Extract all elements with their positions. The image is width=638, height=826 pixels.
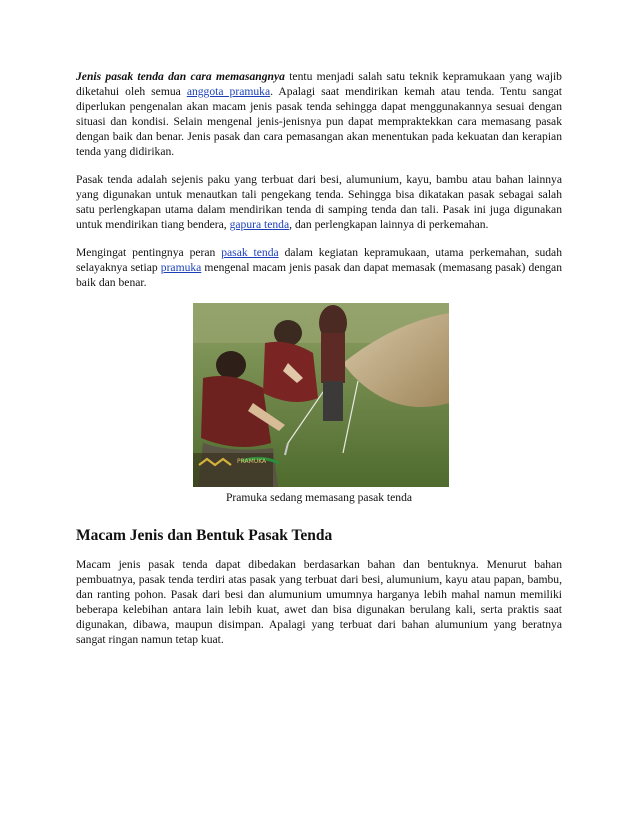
photo-watermark: PRAMUKA — [237, 458, 267, 465]
intro-text-2: . Apalagi saat mendirikan kemah atau tenda. Tentu sangat diperlukan pengenalan akan macam jenis pasak tenda sehingga dapat menggunakannya sesuai dengan situasi dan kondisi. Selain mengenal jenis-jenisnya pun dapat mempraktekkan cara memasang pasak dengan baik dan benar. Jenis pasak dan cara pemasangan akan menentukan pada kekuatan dan kerapian tenda yang didirikan. — [76, 85, 562, 158]
link-pramuka[interactable]: pramuka — [160, 261, 202, 274]
definition-text-1: Pasak tenda adalah sejenis paku yang terbuat dari besi, alumunium, kayu, bambu atau bahan lainnya yang digunakan untuk menautkan tali pengekang tenda. Sehingga bisa dikatakan pasak sebagai salah satu perlengkapan utama dalam mendirikan tenda di samping tenda dan tali. Pasak ini juga digunakan untuk mendirikan tiang bendera, — [76, 173, 562, 231]
section-paragraph: Macam jenis pasak tenda dapat dibedakan berdasarkan bahan dan bentuknya. Menurut bahan pembuatnya, pasak tenda terdiri atas pasak yang terbuat dari besi, alumunium, kayu atau papan, bambu, dan ranting pohon. Pasak dari besi dan alumunium umumnya harganya lebih mahal namun memiliki beberapa kelebihan antara lain lebih kuat, awet dan bisa digunakan berulang kali, serta praktis saat digunakan, dibawa, maupun disimpan. Apalagi yang terbuat dari bahan alumunium yang beratnya sangat ringan namun tetap kuat. — [76, 558, 562, 646]
importance-paragraph — [76, 245, 562, 290]
definition-text-2: , dan perlengkapan lainnya di perkemahan. — [289, 218, 489, 231]
figure-caption: Pramuka sedang memasang pasak tenda — [225, 491, 413, 504]
figure — [76, 303, 562, 505]
intro-lead-text: Jenis pasak tenda dan cara memasangnya — [76, 70, 285, 83]
link-anggota-pramuka[interactable]: anggota pramuka — [186, 85, 271, 98]
definition-paragraph — [76, 172, 562, 232]
link-gapura-tenda[interactable]: gapura tenda — [229, 218, 290, 231]
intro-text-1: tentu menjadi salah satu teknik kepramukaan yang wajib diketahui oleh semua — [76, 70, 562, 98]
intro-paragraph — [76, 69, 562, 159]
section-heading: Macam Jenis dan Bentuk Pasak Tenda — [76, 527, 333, 544]
article-body — [76, 69, 562, 660]
scouts-pitching-tent-photo — [193, 303, 449, 487]
importance-text-2: dalam kegiatan kepramukaan, utama perkemahan, sudah selayaknya setiap — [76, 246, 562, 274]
link-pasak-tenda[interactable]: pasak tenda — [221, 246, 279, 259]
importance-text-1: Mengingat pentingnya peran — [76, 246, 222, 259]
importance-text-3: mengenal macam jenis pasak dan dapat memasak (memasang pasak) dengan baik dan benar. — [76, 261, 562, 289]
